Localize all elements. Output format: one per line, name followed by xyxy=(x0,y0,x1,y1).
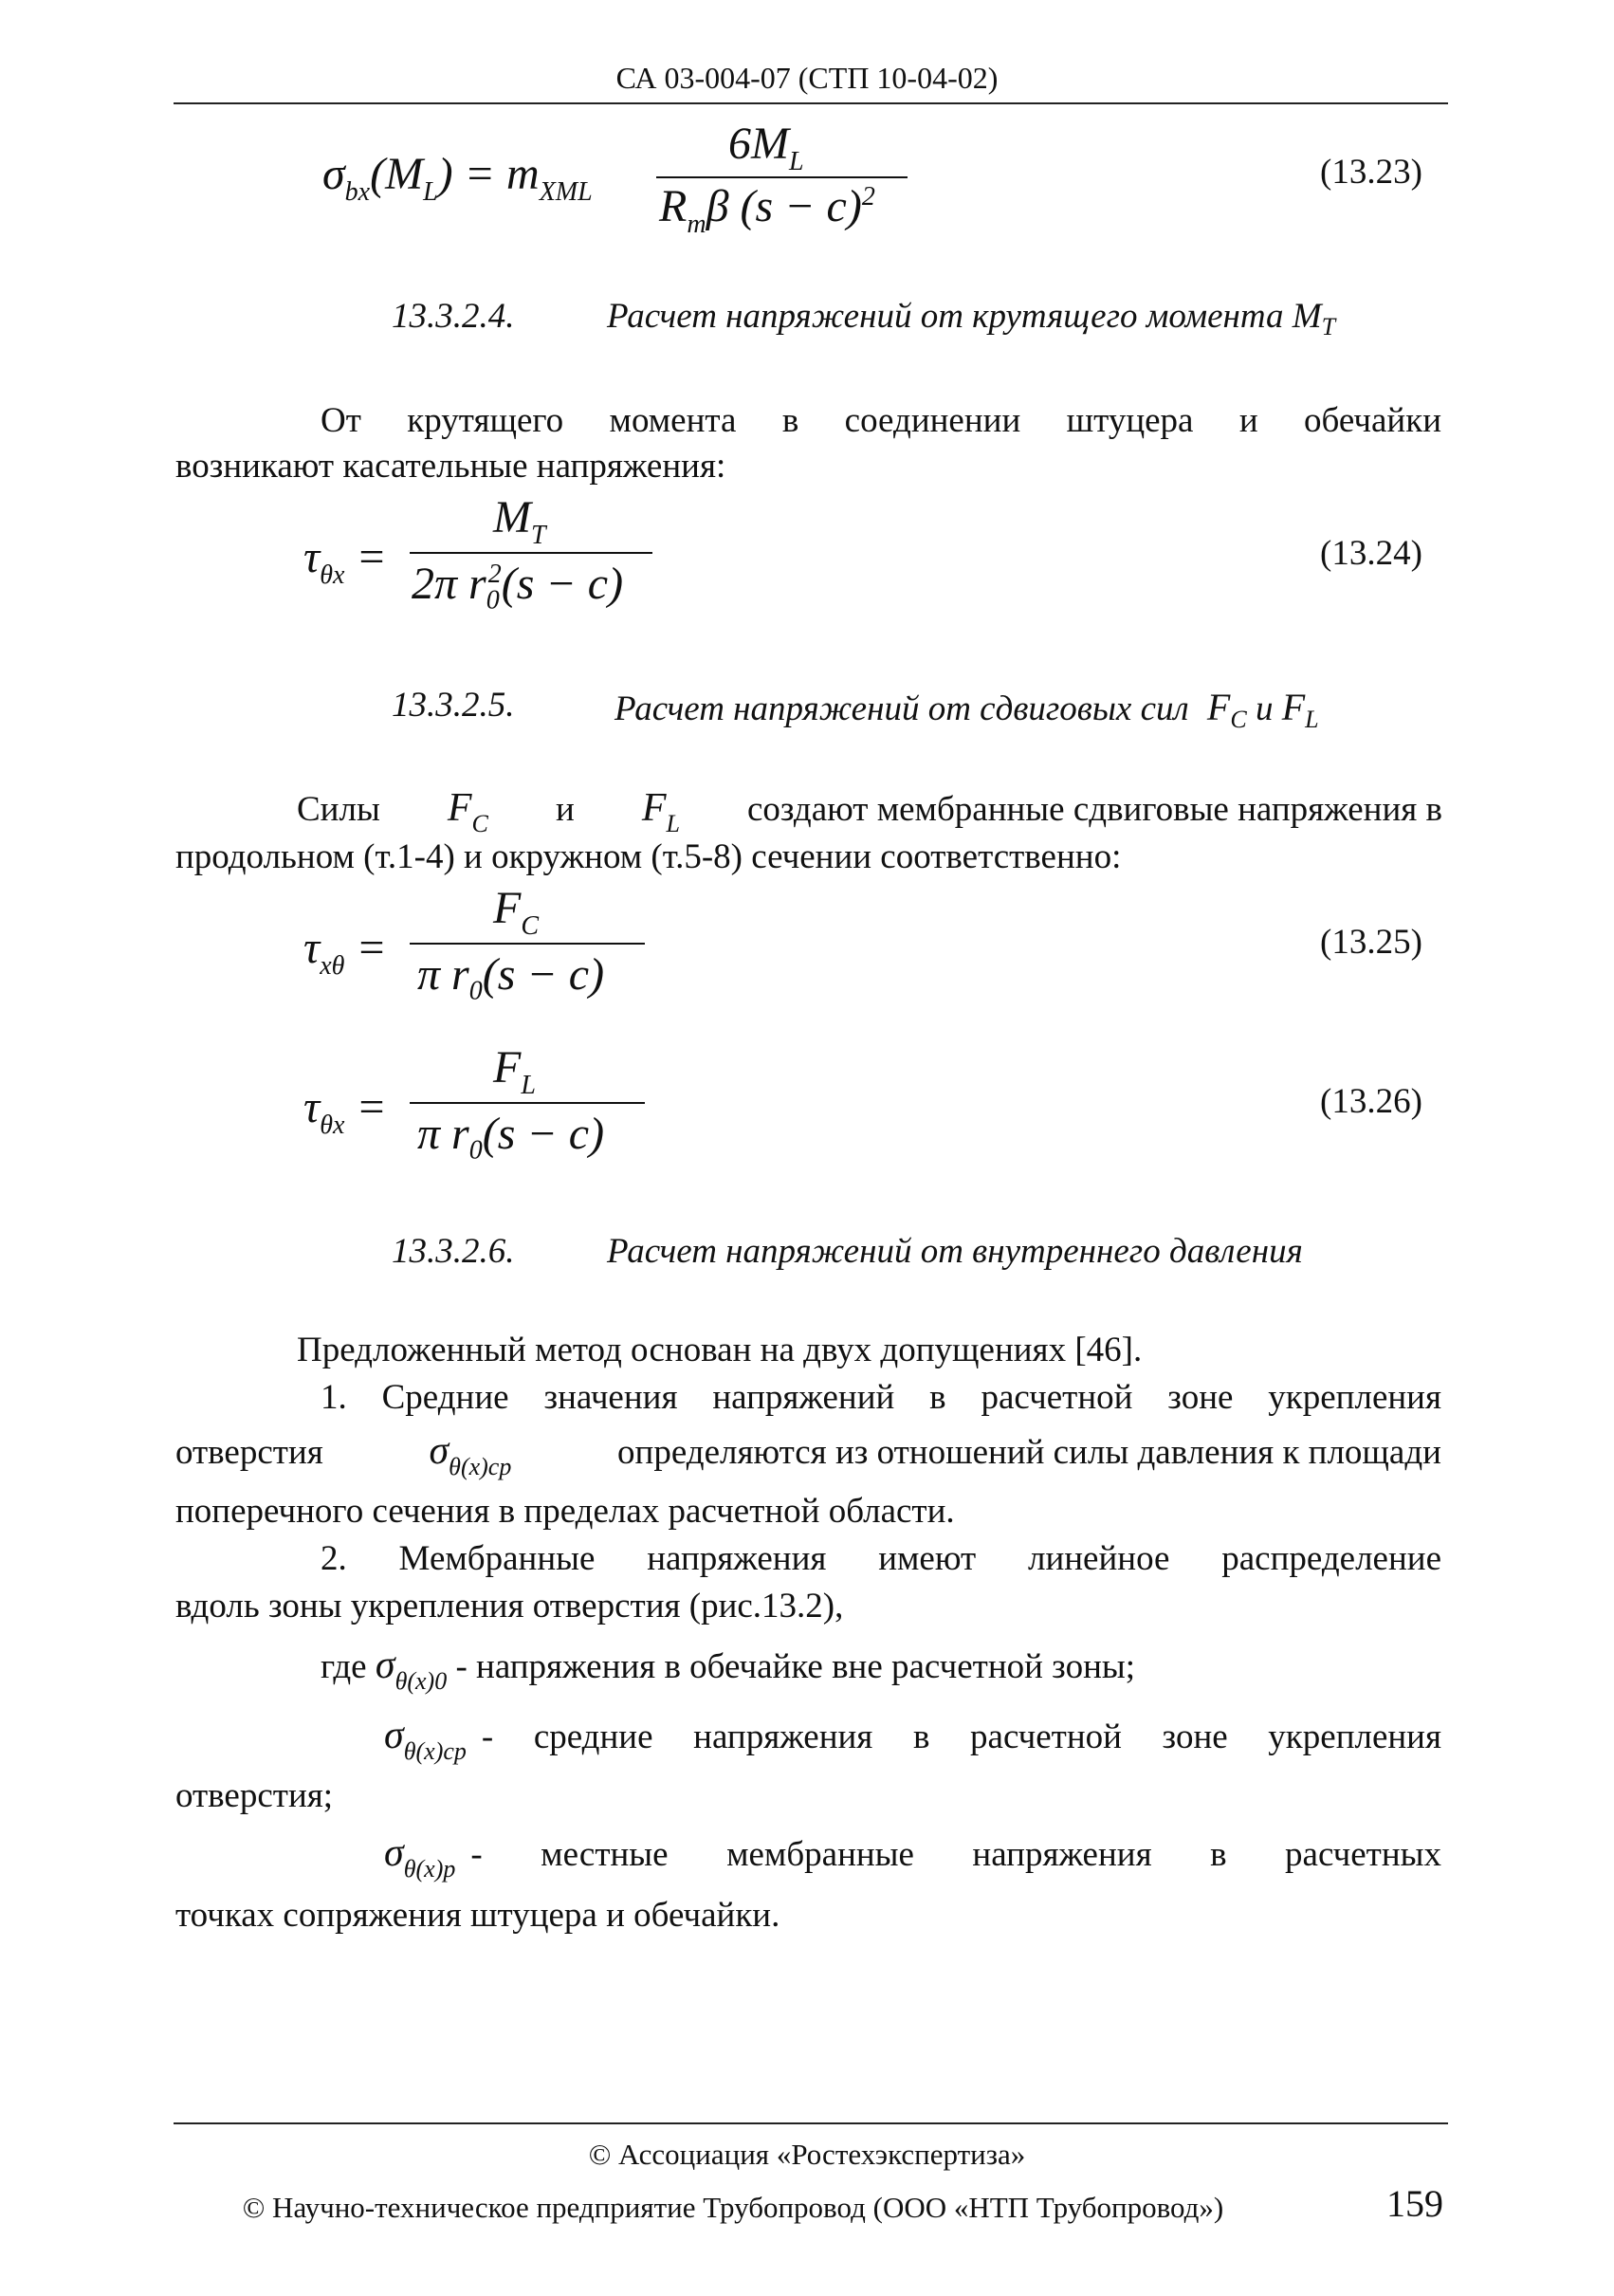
paragraph-2-rest: создают мембранные сдвиговые напряжения в xyxy=(747,790,1442,829)
equation-13-25 xyxy=(303,882,664,1015)
sigma-theta-x-cp-symbol-2: $\sigma_{\theta(x)cp}$ xyxy=(384,1714,467,1765)
item-1-line-1: 1. Средние значения напряжений в расчетной зоне укрепления xyxy=(321,1378,1441,1417)
equation-13-24 xyxy=(303,491,664,634)
paragraph-2-fc: $F_C$ xyxy=(447,786,488,837)
section-13-3-2-5-number: 13.3.2.5. xyxy=(392,686,515,725)
where-line-3-cont: точках сопряжения штуцера и обечайки. xyxy=(175,1896,780,1935)
item-1-line-3: поперечного сечения в пределах расчетной области. xyxy=(175,1492,955,1531)
section-13-3-2-6-number: 13.3.2.6. xyxy=(392,1232,515,1271)
document-code: СА 03-004-07 (СТП 10-04-02) xyxy=(615,61,999,95)
eq26-lhs: $\tau_{\theta x}$ = xyxy=(303,1082,387,1140)
eq24-lhs: $\tau_{\theta x}$ = xyxy=(303,532,387,590)
where-2-text: - средние напряжения в расчетной зоне укрепления xyxy=(481,1717,1441,1756)
eq23-denominator: $R_m\beta$ $(s - c)^2$ xyxy=(659,181,875,239)
where-word: где xyxy=(321,1647,367,1686)
paragraph-2-fl: $F_L$ xyxy=(641,786,680,837)
eq25-numerator: $F_C$ xyxy=(493,883,540,941)
eq23-number: (13.23) xyxy=(1320,153,1422,192)
section-13-3-2-4-title-sub: T xyxy=(1321,313,1336,340)
eq26-numerator: $F_L$ xyxy=(493,1042,536,1100)
eq25-fraction-bar xyxy=(410,943,645,945)
item-2-line-1: 2. Мембранные напряжения имеют линейное распределение xyxy=(321,1539,1441,1578)
where-1-text: - напряжения в обечайке вне расчетной зоны; xyxy=(455,1647,1136,1686)
where-line-1 xyxy=(321,1643,1136,1695)
footer-association: © Ассоциация «Ростехэкспертиза» xyxy=(588,2138,1026,2171)
where-3-text: - местные мембранные напряжения в расчетных xyxy=(470,1835,1441,1874)
section-13-3-2-5-title xyxy=(614,685,1319,733)
eq25-number: (13.25) xyxy=(1320,923,1422,962)
section-13-3-2-5-title-text: Расчет напряжений от сдвиговых сил xyxy=(614,689,1189,728)
eq24-fraction-bar xyxy=(410,552,652,554)
item-2-line-2: вдоль зоны укрепления отверстия (рис.13.2), xyxy=(175,1587,844,1626)
section-13-3-2-5-and: и xyxy=(1255,689,1274,728)
where-line-2-cont: отверстия; xyxy=(175,1776,334,1815)
eq23-numerator: $6M_L$ xyxy=(728,119,804,176)
paragraph-1-line-2: возникают касательные напряжения: xyxy=(175,447,726,486)
eq26-number: (13.26) xyxy=(1320,1082,1422,1121)
eq25-lhs: $\tau_{x\theta}$ = xyxy=(303,923,387,981)
eq24-number: (13.24) xyxy=(1320,534,1422,573)
section-13-3-2-5-fl: $F_L$ xyxy=(1281,686,1319,733)
eq24-denominator: 2π $r_0^2(s - c)$ xyxy=(412,559,624,615)
eq23-fraction-bar xyxy=(656,176,908,178)
section-13-3-2-4-number: 13.3.2.4. xyxy=(392,297,515,336)
header-rule xyxy=(174,102,1448,104)
eq26-denominator: π $r_0(s - c)$ xyxy=(417,1109,605,1166)
sigma-theta-x-p-symbol: $\sigma_{\theta(x)p}$ xyxy=(384,1831,456,1883)
footer-company: © Научно-техническое предприятие Трубопровод (ООО «НТП Трубопровод») xyxy=(242,2191,1224,2224)
eq24-numerator: $M_T$ xyxy=(493,492,546,550)
page-number: 159 xyxy=(1386,2182,1443,2225)
section-13-3-2-4-title xyxy=(607,296,1336,340)
paragraph-1-line-1: От крутящего момента в соединении штуцера и обечайки xyxy=(321,401,1441,440)
paragraph-2-and: и xyxy=(555,790,575,829)
section-13-3-2-6-title: Расчет напряжений от внутреннего давления xyxy=(607,1232,1303,1271)
where-line-3 xyxy=(384,1830,1441,1883)
sigma-theta-x-cp-symbol: $\sigma_{\theta(x)cp}$ xyxy=(429,1429,512,1480)
where-line-2 xyxy=(384,1713,1441,1765)
section-13-3-2-5-fc: $F_C$ xyxy=(1197,686,1247,733)
section-13-3-2-4-title-text: Расчет напряжений от крутящего момента M xyxy=(607,297,1322,336)
sigma-theta-x-0-symbol: $\sigma_{\theta(x)0}$ xyxy=(375,1644,448,1695)
paragraph-2-line-2: продольном (т.1-4) и окружном (т.5-8) сечении соответственно: xyxy=(175,837,1122,876)
eq26-fraction-bar xyxy=(410,1102,645,1104)
footer-rule xyxy=(174,2122,1448,2124)
eq23-lhs: $\sigma_{bx}(M_L) = m_{XML}$ xyxy=(322,149,593,207)
equation-13-23 xyxy=(322,119,910,247)
paragraph-2-word-forces: Силы xyxy=(297,790,380,829)
paragraph-2-line-1 xyxy=(297,785,1442,837)
item-1-line-2-rest: определяются из отношений силы давления к площади xyxy=(617,1433,1441,1472)
equation-13-26 xyxy=(303,1041,664,1174)
item-1-hole-word: отверстия xyxy=(175,1433,323,1472)
eq25-denominator: π $r_0(s - c)$ xyxy=(417,949,605,1006)
paragraph-3: Предложенный метод основан на двух допущениях [46]. xyxy=(297,1331,1143,1369)
item-1-line-2 xyxy=(175,1428,1441,1480)
